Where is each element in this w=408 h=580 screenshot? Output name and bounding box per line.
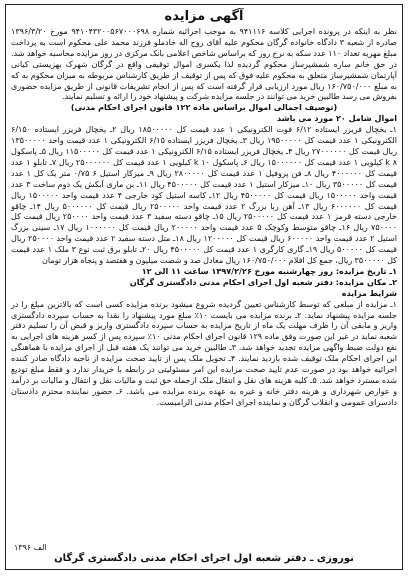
notice-title: آگهی مزایده: [164, 9, 244, 24]
property-list-heading: (توصیف اجمالی اموال براساس ماده ۱۲۲ قانون اجرای احکام مدنی): [70, 103, 338, 113]
auction-conditions: ۱ـ مزایده از مبلغی که توسط کارشناس تعیین گردیده شروع میشود برنده مزایده کسی است که بالاترین مبلغ را در جلسه مزایده پیشنهاد نماید. ۲ـ برنده مزایده می بایست ۱۰٪ مبلغ مورد پیشنهاد را نقدا به حساب سپرده دادگستری واریز و مابقی آن را ظرف مهلت یک ماه از تاریخ مزایده به حساب سپرده دادگستری واریز و قبض آن را تسلیم دفتر شعبه نماید در غیر این صورت وفق ماده ۱۲۹ قانون اجرای احکام مدنی ۱۰٪ سپرده پس از کسر هزینه های اجرایی به نفع دولت ضبط واگهی مزایده تجدید خواهد شد. ۳ـ طالبین خرید می توانند یک هفته قبل از اجرای مزایده با هماهنگی این اجرای احکام ملک توقیف شده بازدید نمایند. ۴ـ تحویل ملک پس از تایید صحت مزایده از ناحیه دادگاه صادر کننده اجرائیه خواهد بود در صورت عدم تایید صحت مزایده این امر مسئولیتی در رابطه با خریدار ندارد و فقط مبلغ تودیع شده مسترد خواهد شد. ۵ـ کلیه هزینه های نقل و انتقال ملک ازجمله حق ثبت و مالیات نقل و انتقال و مالیات بر درآمد و عوارض شهرداری و هزینه دفتر خانه و غیره به عهده برنده مزایده می باشد. ۶ـ حضور نماینده محترم دادستان دادسرای عمومی و انقلاب گرگان و نماینده اجرای احکام مدنی الزامیست.: [11, 299, 398, 407]
conditions-heading: شرایط مزایده: [341, 288, 397, 298]
property-items: ۱ـ یخچال فریزر ایستاده ۶/۱۲ فوت الکترونیکی ۱ عدد قیمت کل ۱۸۵۰۰۰۰۰ ریال ۲ـ یخچال فریزر ایستاده ۶/۱۵۰ الکترونیکی ۱ عدد قیمت کل ۱۹۵۰۰۰۰۰ ریال ۳ـ یخچال فریزر ایستاده ۶/۱۵ الکترونیکی ۱ عدد قیمت واحد ۱۳۵۰۰۰۰۰ ریال قیمت کل ۲۷۰۰۰۰۰۰ ریال ۴ـ یخچال فریزر ایستاده ۶/۱۵ الکترونیکی ۱ عدد قیمت کل ۱۱۵۰۰۰۰۰ ریال ۵ـ پاسکول ۸ k کیلویی ۱ عدد قیمت کل ۱۵۰۰۰۰۰۰ ریال ۶ـ پاسکول ۱۰ k کیلویی ۱ عدد قیمت کل ۲۵۰۰۰۰۰۰ ریال ۷ـ تابلو ۱ عدد قیمت کل ۴۰۰۰۰۰۰ ریال ۸ـ فن پروفیل ۱ عدد قیمت کل ۲۸۰۰۰۰۰ ریال ۹ـ میزکار استیل ۶ ۰/۷۵ متر یک کل ۱ عدد قیمت کل ۳۵۰۰۰۰۰ ریال ۱۰ـ میزکار استیل ۱ عدد قیمت کل ۴۵۰۰۰۰۰ ریال ۱۱ـ بن ماری آبکش یک دوم ساخت ۳ عدد قیمت واحد ۱۵۰۰۰۰۰ ریال قیمت کل ۴۵۰۰۰۰۰ ریال ۱۲ـ کاسه استیل کود خارجی ۴ عدد قیمت واحد ۱۵۰۰۰۰۰ ریال قیمت کل ۶۰۰۰۰۰۰ ریال ۱۳ـ آهن ربا بزرگ ۲ عدد قیمت واحد ۲۵۰۰۰۰۰ ریال قیمت کل ۵۰۰۰۰۰۰ ریال ۱۴ـ چاقو خارجی دسته قرمز ۱ عدد قیمت کل ۲۵۰۰۰۰۰ ریال ۱۵ـ چاقو دسته سفید ۳ عدد قیمت واحد ۲۵۰۰۰۰ ریال قیمت کل ۷۵۰۰۰۰ ریال ۱۶ـ چاقو متوسط وکوچک ۵ عدد قیمت واحد ۲۰۰۰۰۰ ریال قیمت کل ۱۰۰۰۰۰۰ ریال ۱۷ـ سینی بزرگ استیل ۲ عدد قیمت واحد ۶۰۰۰۰۰ ریال قیمت کل ۱۲۰۰۰۰۰ ریال ۱۸ـ متل دسته سفید ۲ عدد قیمت واحد ۲۵۰۰۰۰ ریال قیمت کل ۵۰۰۰۰۰ ریال ۱۹ـ گاری کارگری ۱ عدد قیمت کل ۴۵۰۰۰۰۰ ریال ۲۰ـ تابلو برق ثبت نوع ۳ ملک ۱ عدد قیمت کل ۳۵۰۰۰۰۰ ریال، جمع کل اقلام ۱۶۰/۷۵۰/۰۰۰ ریال معادل صد و شصت میلیون و هفتصد و پنجاه هزار تومان: [11, 125, 397, 266]
auction-place: ۲ـ مکان مزایده: دفتر شعبه اول اجرای احکام مدنی دادگستری گرگان: [129, 277, 397, 287]
property-list-subheading: اموال شامل ۲۰ مورد می باشد: [277, 114, 397, 124]
notice-intro: نظر به اینکه در پرونده اجرایی کلاسه ۹۴۱۱۱۶ به موجب اجرائیه شماره ۹۴۱۰۴۳۲۰۰۵۶۷۰۰۰۶۹۸ مورخ ۱۳۹۶/۳/۲۰ صادره از شعبه ۳ دادگاه خانواده گرگان محکوم علیه آقای روح اله خادملو فرزند محمد علی محکوم است به پرداخت مبلغ مهریه تعداد ۱۱۰ عدد سکه به نرخ روز که براساس شاخص اعلامی بانک مرکزی در روز مزایده محاسبه خواهد شد. در حق خانم ساره شمشیرساز محکوم گردیده لذا یکسری اموال توقیفی واقع در گرگان شهرک بهزیستی کیانی آپارتمان شمشیرساز متعلق به محکوم علیه فوق که پس از توقیف از طریق کارشناس مربوطه به میزان محکوم به که به مبلغ ۱۶۰/۷۵۰/۰۰۰ ریال مورد ارزیابی قرار گرفته است که پس از انجام تشریفات قانونی از طریق مزایده حضوری بفروش می رسد طالبین خرید می توانند در جلسه مزایده شرکت و پیشنهاد خود را ارائه و تسلیم نمایند.: [11, 27, 398, 102]
auction-notice: [5, 4, 403, 570]
auction-date: ۱ـ تاریخ مزایده: روز چهارشنبه مورخ ۱۳۹۷/۲/۲۶ ساعت ۱۱ الی ۱۲: [141, 266, 397, 276]
file-code: الف ۱۳۹۶: [14, 543, 47, 552]
signature-line: نوروزی ـ دفتر شعبه اول اجرای احکام مدنی دادگستری گرگان: [54, 553, 354, 564]
